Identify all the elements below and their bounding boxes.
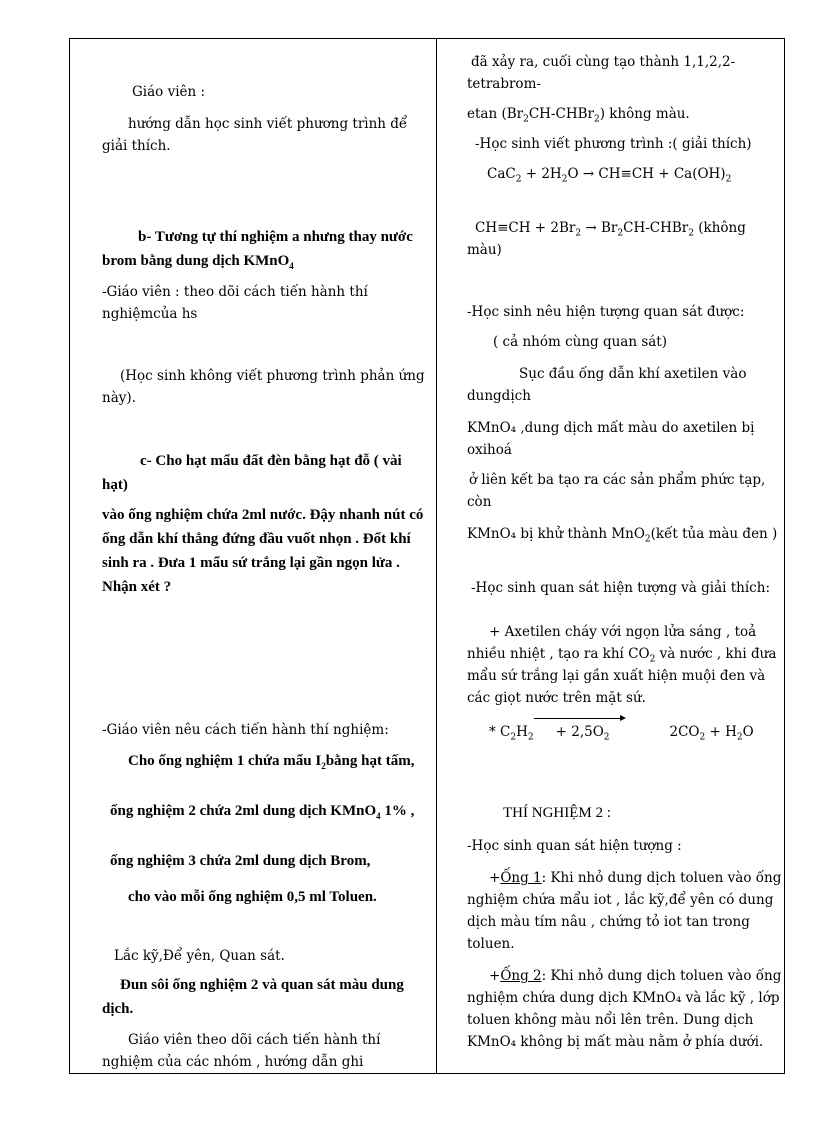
- eq2b: → Br: [581, 220, 618, 236]
- lesson-table: [69, 38, 785, 1074]
- section-b-heading: [102, 225, 428, 273]
- eq1s2: 2: [561, 174, 568, 185]
- eq2s2: 2: [617, 228, 624, 239]
- r18b: : Khi nhỏ dung dịch toluen vào ống nghiệm chứa dung dịch KMnO₄ và lắc kỹ , lớp toluen không màu nổi lên trên. Dung dịch KMnO₄ không bị mất màu nằm ở phía dưới.: [467, 968, 782, 1050]
- teacher-procedure-text: -Giáo viên nêu cách tiến hành thí nghiệm:: [102, 722, 389, 738]
- student-column: [437, 39, 784, 1073]
- r14e: + H: [705, 724, 737, 740]
- r14c: + 2,5O: [555, 724, 604, 740]
- r14s4: 2: [699, 732, 706, 743]
- r11s: 2: [644, 534, 651, 545]
- r14s2: 2: [527, 732, 534, 743]
- equation-1: [467, 163, 783, 185]
- student-explain-text: -Học sinh quan sát hiện tượng và giải thích:: [471, 580, 770, 596]
- combustion-equation: [467, 721, 783, 743]
- tube-3-text: ống nghiệm 3 chứa 2ml dung dịch Brom,: [110, 853, 371, 869]
- eq1s1: 2: [515, 174, 522, 185]
- r2s2: 2: [593, 114, 600, 125]
- group-observe-text: ( cả nhóm cùng quan sát): [493, 334, 667, 350]
- r14b: H: [516, 724, 528, 740]
- triple-bond-text: ở liên kết ba tạo ra các sản phẩm phức tạp, còn: [467, 472, 766, 510]
- eq2s1: 2: [575, 228, 582, 239]
- eq1a: CaC: [487, 166, 516, 182]
- teacher-observe-text: -Giáo viên : theo dõi cách tiến hành thí nghiệmcủa hs: [102, 284, 368, 322]
- kmno4-reduced-text: [467, 523, 783, 545]
- reaction-arrow-icon: [534, 721, 610, 743]
- bubble-text: Sục đầu ống dẫn khí axetilen vào dungdịch: [467, 366, 747, 404]
- equation-2: [467, 217, 783, 261]
- r2a: etan (Br: [467, 106, 524, 122]
- eq2a: CH≡CH + 2Br: [475, 220, 576, 236]
- section-c-instructions: vào ống nghiệm chứa 2ml nước. Đậy nhanh nút có ống dẫn khí thẳng đứng đầu vuốt nhọn . Đốt khí sinh ra . Đưa 1 mẩu sứ trắng lại gần ngọn lửa . Nhận xét ?: [102, 507, 424, 595]
- r14a: * C: [489, 724, 511, 740]
- tube-1-a: Cho ống nghiệm 1 chứa mẩu I: [128, 753, 322, 769]
- section-b-sub: 4: [289, 261, 294, 271]
- r17a: +: [489, 870, 501, 886]
- tube-2-result: [467, 965, 783, 1053]
- r17u: Ống 1: [500, 870, 542, 886]
- r11b: (kết tủa màu đen ): [650, 526, 778, 542]
- tube-2-text: [102, 799, 428, 823]
- r18u: Ống 2: [500, 968, 542, 984]
- r13s: 2: [649, 654, 656, 665]
- r14d: 2CO: [669, 724, 700, 740]
- tetrabromo-text: đã xảy ra, cuối cùng tạo thành 1,1,2,2-tetrabrom-: [467, 54, 736, 92]
- eq2c: CH-CHBr: [623, 220, 689, 236]
- eq1s3: 2: [725, 174, 732, 185]
- eq2d: (không màu): [467, 220, 746, 258]
- section-b-text: b- Tương tự thí nghiệm a nhưng thay nước brom bằng dung dịch KMnO: [102, 229, 413, 269]
- kmno4-decolor-text: KMnO₄ ,dung dịch mất màu do axetilen bị oxihoá: [467, 420, 755, 458]
- r14s1: 2: [510, 732, 517, 743]
- tube-1-text: [102, 749, 428, 773]
- r18a: +: [489, 968, 501, 984]
- toluene-text: cho vào mỗi ống nghiệm 0,5 ml Toluen.: [128, 889, 377, 905]
- boil-text: Đun sôi ống nghiệm 2 và quan sát màu dung dịch.: [102, 977, 404, 1017]
- eq1b: + 2H: [521, 166, 562, 182]
- tube-1-b: bằng hạt tấm,: [325, 753, 415, 769]
- r13a: + Axetilen cháy với ngọn lửa sáng , toả nhiều nhiệt , tạo ra khí CO: [467, 624, 757, 662]
- r17b: : Khi nhỏ dung dịch toluen vào ống nghiệm chứa mẩu iot , lắc kỹ,để yên có dung dịch màu tím nâu , chứng tỏ iot tan trong toluen.: [467, 870, 782, 952]
- shake-text: Lắc kỹ,Để yên, Quan sát.: [114, 948, 285, 964]
- r14s3: 2: [603, 732, 610, 743]
- tube-1-result: [467, 867, 783, 955]
- teacher-guide-text: hướng dẫn học sinh viết phương trình để giải thích.: [102, 116, 408, 154]
- r2b: CH-CHBr: [528, 106, 594, 122]
- tetrabromo-formula: [467, 103, 783, 125]
- r14f: O: [742, 724, 754, 740]
- r11a: KMnO₄ bị khử thành MnO: [467, 526, 645, 542]
- r2s1: 2: [523, 114, 529, 125]
- experiment-2-heading: THÍ NGHIỆM 2 :: [503, 805, 611, 821]
- student-write-equation: -Học sinh viết phương trình :( giải thích): [475, 136, 752, 152]
- tube-2-a: ống nghiệm 2 chứa 2ml dung dịch KMnO: [110, 803, 377, 819]
- tube-2-b: 1% ,: [380, 803, 415, 819]
- teacher-monitor-text: Giáo viên theo dõi cách tiến hành thí nghiệm của các nhóm , hướng dẫn ghi: [102, 1032, 381, 1070]
- acetylene-burn-text: [467, 621, 783, 709]
- section-c-heading: c- Cho hạt mẩu đất đèn bằng hạt đỗ ( vài hạt): [102, 453, 402, 493]
- tube-2-sub: 4: [376, 811, 381, 821]
- r2c: ) không màu.: [599, 106, 690, 122]
- teacher-column: [70, 39, 436, 1073]
- r14s5: 2: [736, 732, 743, 743]
- eq2s3: 2: [688, 228, 694, 239]
- student-observe-2: -Học sinh quan sát hiện tượng :: [467, 838, 682, 854]
- r13b: và nước , khi đưa mẩu sứ trắng lại gần xuất hiện muội đen và các giọt nước trên mặt sứ.: [467, 646, 777, 706]
- tube-1-sub: 2: [321, 761, 326, 771]
- eq1c: O → CH≡CH + Ca(OH): [567, 166, 726, 182]
- teacher-label: Giáo viên :: [132, 84, 206, 100]
- student-note-text: (Học sinh không viết phương trình phản ứng này).: [102, 368, 425, 406]
- student-observe-text: -Học sinh nêu hiện tượng quan sát được:: [467, 304, 745, 320]
